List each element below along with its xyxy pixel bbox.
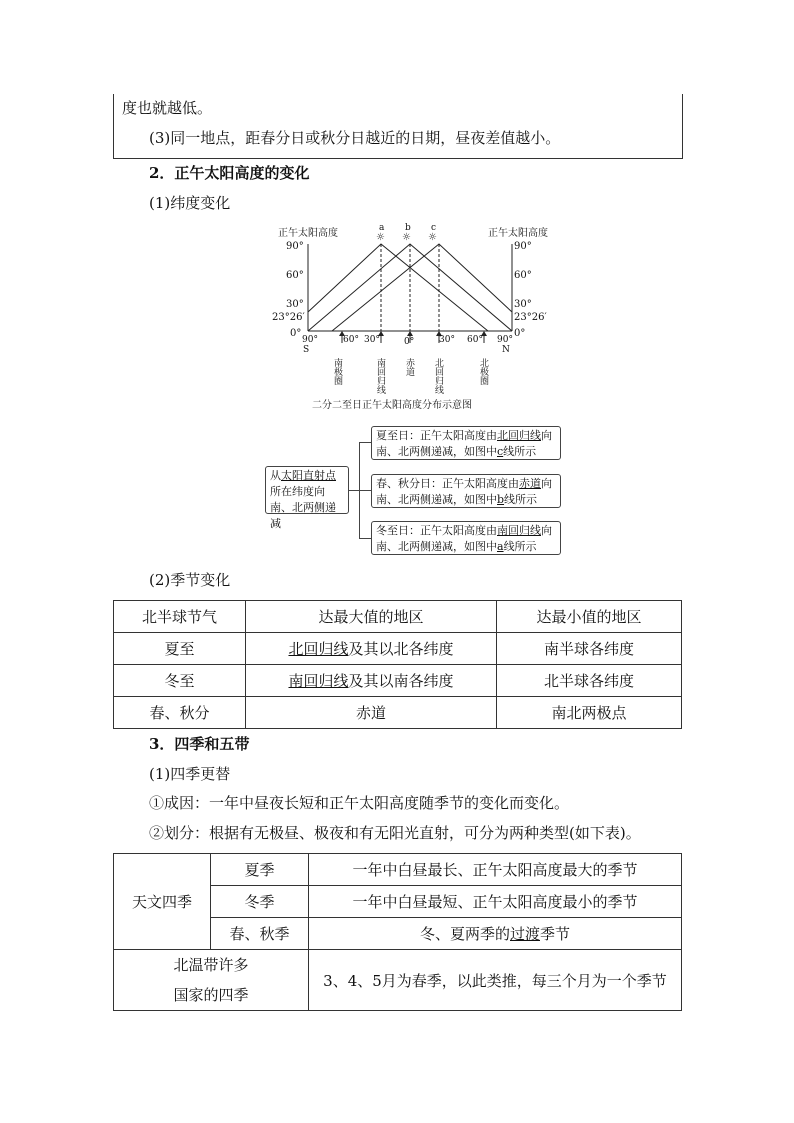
zone-label: 南回归线 (375, 358, 385, 394)
left-tick: 23°26′ (272, 312, 305, 323)
sun-icon: ☼ (428, 232, 437, 243)
right-axis-title: 正午太阳高度 (488, 228, 548, 239)
header-cell: 达最小值的地区 (497, 601, 682, 633)
right-tick: 60° (514, 270, 532, 281)
flow-summer-box: 夏至日：正午太阳高度由北回归线向南、北两侧递减，如图中c线所示 (371, 426, 561, 460)
flow-equinox-box: 春、秋分日：正午太阳高度由赤道向南、北两侧递减，如图中b线所示 (371, 474, 561, 508)
section-3-heading: 3．四季和五带 (149, 735, 250, 753)
zone-label: 北回归线 (433, 358, 443, 394)
header-cell: 达最大值的地区 (246, 601, 497, 633)
right-tick: 90° (514, 241, 532, 252)
line-b (308, 244, 512, 331)
left-tick: 90° (286, 241, 304, 252)
lat-tick: 90° (497, 335, 513, 345)
box-line-2: (3)同一地点，距春分日或秋分日越近的日期，昼夜差值越小。 (149, 129, 561, 147)
zone-label: 赤道 (404, 358, 414, 376)
sun-icon: ☼ (376, 232, 385, 243)
pole-s: S (303, 345, 310, 355)
left-tick: 60° (286, 270, 304, 281)
sun-icon: ☼ (402, 232, 411, 243)
lat-tick: 90° (302, 335, 318, 345)
header-cell: 北半球节气 (114, 601, 246, 633)
cause-text: ①成因：一年中昼夜长短和正午太阳高度随季节的变化而变化。 (149, 794, 570, 812)
section-2-heading: 2．正午太阳高度的变化 (149, 164, 310, 182)
noon-sun-altitude-diagram (270, 218, 570, 418)
season-change-heading: (2)季节变化 (149, 571, 231, 589)
lat-tick: 0° (404, 337, 415, 347)
table-row: 冬至 南回归线及其以南各纬度 北半球各纬度 (114, 665, 682, 697)
diagram-caption: 二分二至日正午太阳高度分布示意图 (312, 400, 472, 411)
right-tick: 23°26′ (514, 312, 547, 323)
astro-label: 天文四季 (114, 854, 211, 950)
division-text: ②划分：根据有无极昼、极夜和有无阳光直射，可分为两种类型(如下表)。 (149, 824, 641, 842)
sun-label-b: b (405, 223, 411, 233)
flow-source-box: 从太阳直射点所在纬度向南、北两侧递减 (265, 466, 349, 514)
sun-label-a: a (379, 223, 385, 233)
sun-label-c: c (431, 223, 437, 233)
left-tick: 0° (290, 328, 302, 339)
right-tick: 30° (514, 299, 532, 310)
latitude-change-heading: (1)纬度变化 (149, 194, 231, 212)
lat-tick: 30° (364, 335, 380, 345)
four-seasons-table: 天文四季 夏季 一年中白昼最长、正午太阳高度最大的季节 冬季 一年中白昼最短、正午太阳高度最小的季节 春、秋季 冬、夏两季的过渡季节 北温带许多 国家的四季 3、4、5月为春季，以此类推，每三个月为一个季节 (113, 853, 682, 1011)
box-line-1: 度也就越低。 (122, 99, 213, 117)
table-row: 夏至 北回归线及其以北各纬度 南半球各纬度 (114, 633, 682, 665)
four-seasons-heading: (1)四季更替 (149, 765, 231, 783)
flow-winter-box: 冬至日：正午太阳高度由南回归线向南、北两侧递减，如图中a线所示 (371, 521, 561, 555)
pole-n: N (502, 345, 510, 355)
zone-label: 南极圈 (332, 358, 342, 385)
lat-tick: 30° (439, 335, 455, 345)
lat-tick: 60° (343, 335, 359, 345)
table-row: 春、秋分 赤道 南北两极点 (114, 697, 682, 729)
left-tick: 30° (286, 299, 304, 310)
left-axis-title: 正午太阳高度 (278, 228, 338, 239)
north-temperate-label: 北温带许多 国家的四季 (114, 950, 309, 1011)
right-tick: 0° (514, 328, 526, 339)
season-table (113, 600, 682, 729)
lat-tick: 60° (467, 335, 483, 345)
zone-label: 北极圈 (478, 358, 488, 385)
